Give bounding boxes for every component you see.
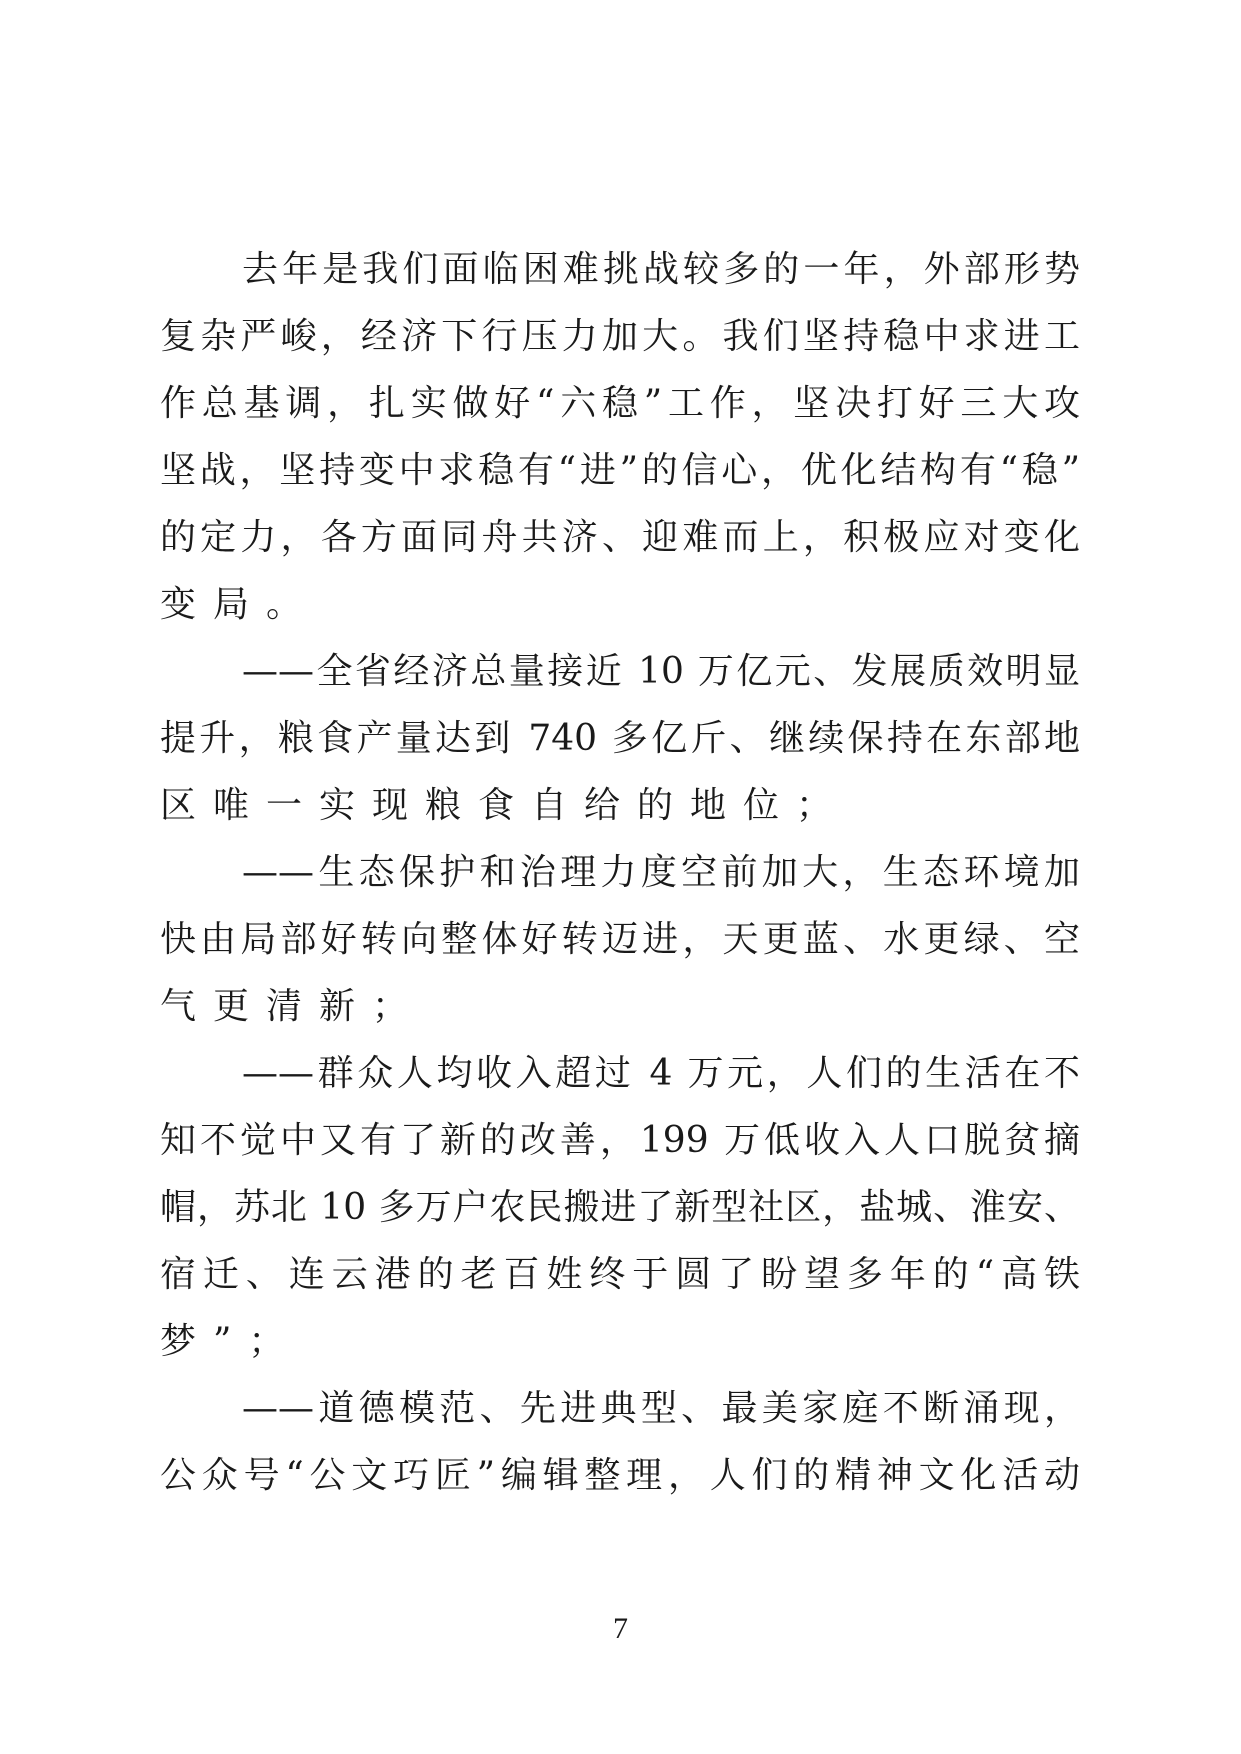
- paragraph-line: 区唯一实现粮食自给的地位；: [160, 785, 850, 826]
- paragraph-line: 去年是我们面临困难挑战较多的一年，外部形势: [242, 249, 1080, 290]
- paragraph-line: 梦”；: [160, 1321, 302, 1362]
- paragraph-line: 快由局部好转向整体好转迈进，天更蓝、水更绿、空: [160, 919, 1080, 960]
- paragraph-line: 宿迁、连云港的老百姓终于圆了盼望多年的“高铁: [160, 1254, 1080, 1295]
- paragraph-line: 公众号“公文巧匠”编辑整理，人们的精神文化活动: [160, 1455, 1080, 1496]
- paragraph-line: ——群众人均收入超过 4 万元，人们的生活在不: [242, 1053, 1080, 1094]
- paragraph-line: 坚战，坚持变中求稳有“进”的信心，优化结构有“稳”: [160, 450, 1080, 491]
- page-number: 7: [613, 1612, 628, 1645]
- body-text: [160, 236, 1080, 1509]
- paragraph-line: 的定力，各方面同舟共济、迎难而上，积极应对变化: [160, 517, 1080, 558]
- paragraph-line: 提升，粮食产量达到 740 多亿斤、继续保持在东部地: [160, 718, 1080, 759]
- paragraph-line: ——生态保护和治理力度空前加大，生态环境加: [242, 852, 1080, 893]
- paragraph-line: 帽，苏北 10 多万户农民搬进了新型社区，盐城、淮安、: [160, 1187, 1080, 1228]
- paragraph-line: 变局。: [160, 584, 320, 625]
- paragraph-line: 知不觉中又有了新的改善，199 万低收入人口脱贫摘: [160, 1120, 1080, 1161]
- paragraph-line: 复杂严峻，经济下行压力加大。我们坚持稳中求进工: [160, 316, 1080, 357]
- paragraph-line: ——道德模范、先进典型、最美家庭不断涌现，: [242, 1388, 1080, 1429]
- paragraph-line: 气更清新；: [160, 986, 426, 1027]
- paragraph-line: 作总基调，扎实做好“六稳”工作，坚决打好三大攻: [160, 383, 1080, 424]
- paragraph-line: ——全省经济总量接近 10 万亿元、发展质效明显: [242, 651, 1080, 692]
